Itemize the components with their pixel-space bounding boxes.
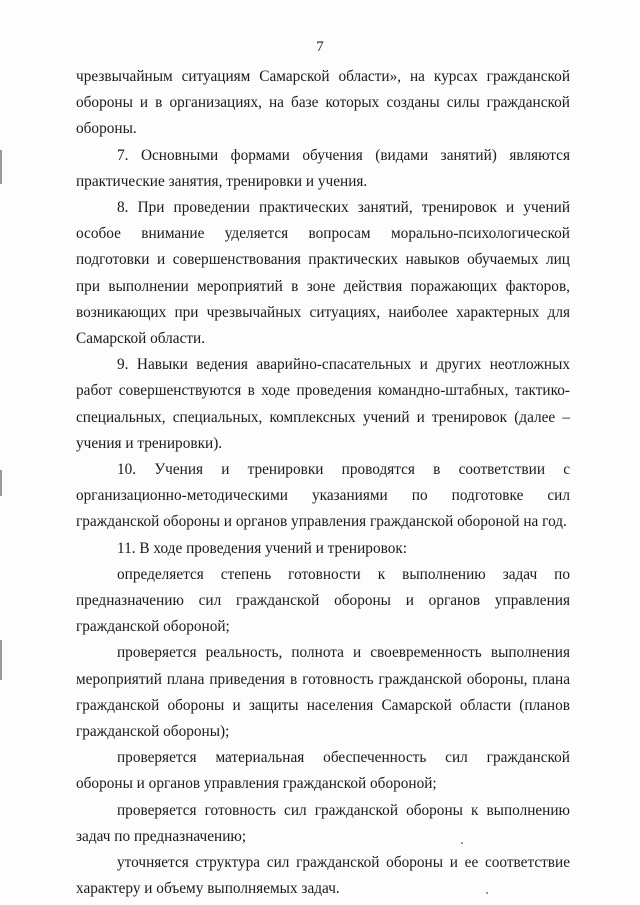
paragraph-item-8: 8. При проведении практических занятий, тренировок и учений особое внимание уделяется вопросам морально-психологической подготовки и совершенствования практических навыков обучаемых лиц при выполнении мероприятий в зоне действия поражающих факторов, возникающих при чрезвычайных ситуациях, наиболее характерных для Самарской области. [76, 199, 570, 348]
list-item-forces-readiness: проверяется готовность сил гражданской обороны к выполнению задач по предназначению; [76, 801, 570, 845]
scan-margin-mark [0, 150, 2, 184]
paragraph-item-11: 11. В ходе проведения учений и тренировок: [117, 539, 408, 557]
list-item-readiness: определяется степень готовности к выполнению задач по предназначению сил гражданской обороны и органов управления гражданской обороной; [76, 565, 570, 636]
document-body [76, 64, 570, 903]
paragraph-item-10: 10. Учения и тренировки проводятся в соответствии с организационно-методическими указаниями по подготовке сил гражданской обороны и органов управления гражданской обороной на год. [76, 461, 570, 531]
scan-margin-mark [0, 640, 2, 680]
paragraph-continuation: чрезвычайным ситуациям Самарской области», на курсах гражданской обороны и в организациях, на базе которых созданы силы гражданской обороны. [76, 68, 570, 138]
paragraph-item-9: 9. Навыки ведения аварийно-спасательных и других неотложных работ совершенствуются в ходе проведения командно-штабных, тактико-специальных, специальных, комплексных учений и тренировок (далее – учения и тренировки). [76, 356, 570, 452]
paragraph-item-7: 7. Основными формами обучения (видами занятий) являются практические занятия, тренировки и учения. [76, 146, 570, 190]
list-item-plan-check: проверяется реальность, полнота и своевременность выполнения мероприятий плана приведения в готовность гражданской обороны, плана гражданской обороны и защиты населения Самарской области (планов гражданской обороны); [76, 644, 570, 741]
page-number: 7 [316, 39, 324, 55]
scan-speck [486, 892, 488, 894]
scan-speck [461, 842, 463, 844]
list-item-material-support: проверяется материальная обеспеченность сил гражданской обороны и органов управления гражданской обороной; [76, 749, 570, 793]
list-item-structure: уточняется структура сил гражданской обороны и ее соответствие характеру и объему выполняемых задач. [76, 854, 570, 898]
scan-margin-mark [0, 470, 2, 496]
